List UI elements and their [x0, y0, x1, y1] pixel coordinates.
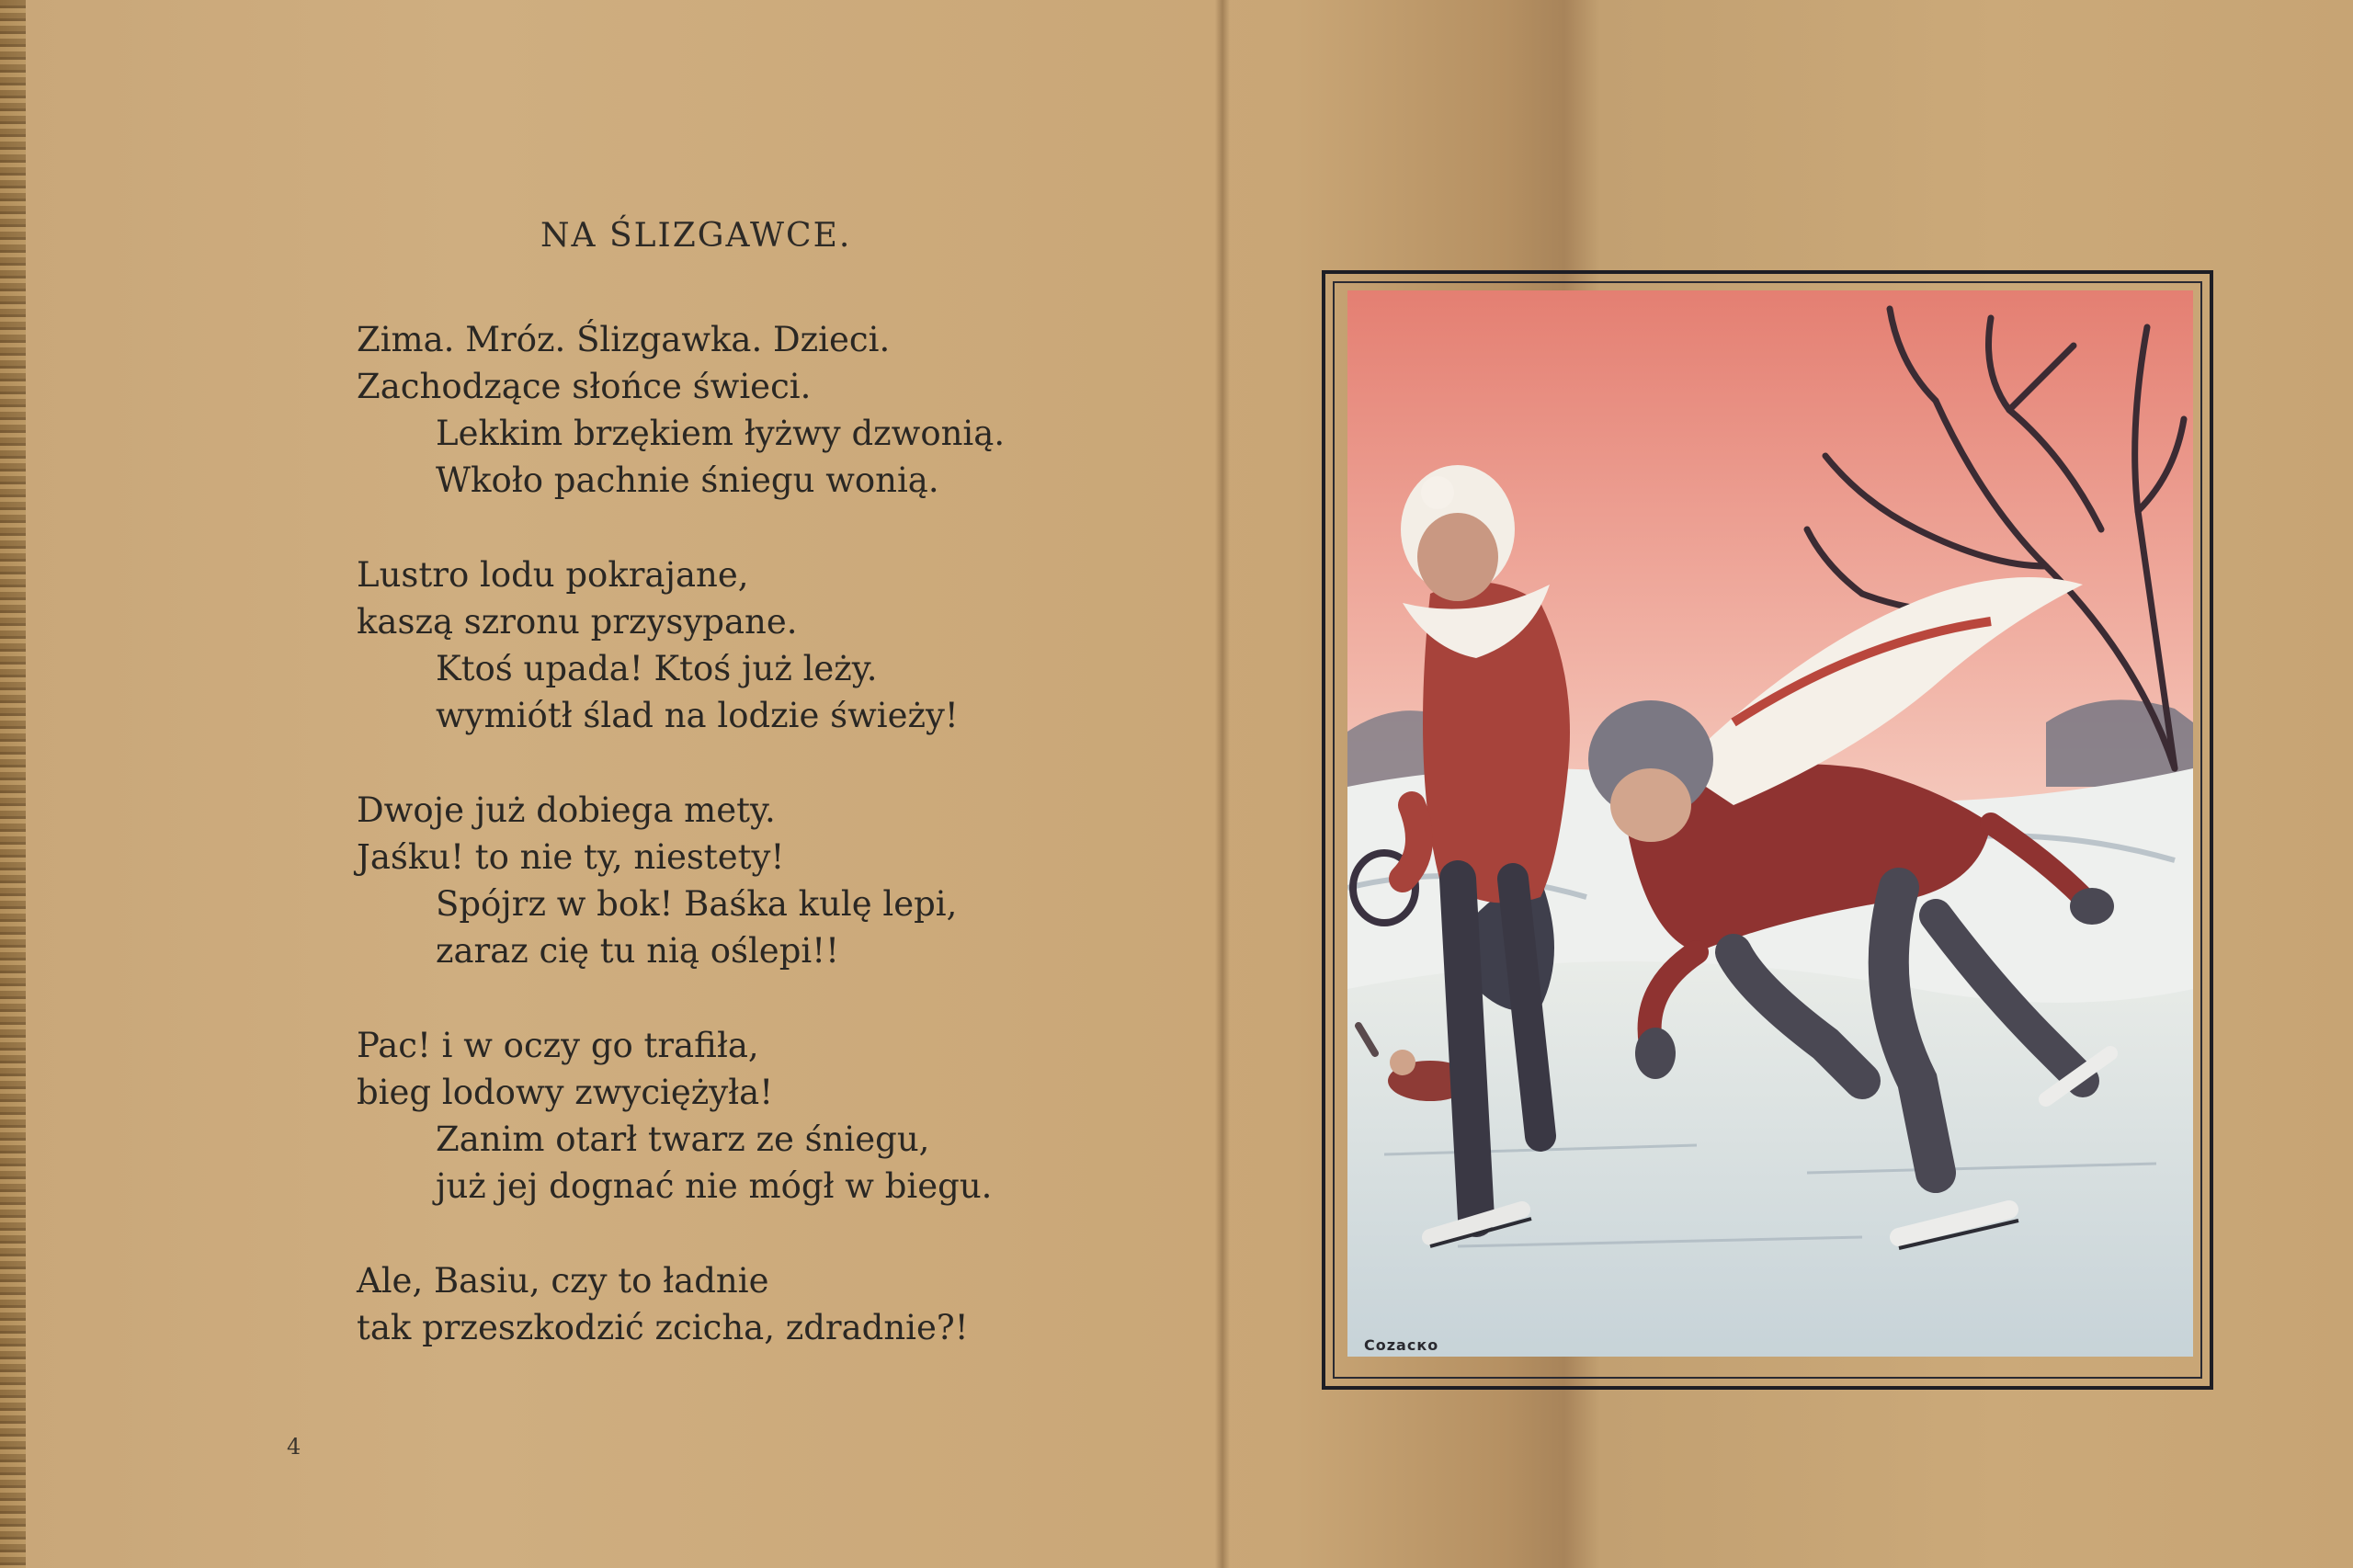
poem-title: NA ŚLIZGAWCE. [540, 217, 852, 255]
page-number: 4 [287, 1434, 301, 1460]
girl-face [1417, 513, 1498, 601]
poem-line: zaraz cię tu nią oślepi!! [436, 931, 839, 971]
poem-line: Jaśku! to nie ty, niestety! [357, 837, 785, 877]
poem-line: Zachodzące słońce świeci. [357, 367, 812, 406]
poem-line: Pac! i w oczy go trafiła, [357, 1026, 759, 1065]
stanza-1 [357, 316, 1005, 504]
poem-line: tak przeszkodzić zcicha, zdradnie?! [357, 1308, 969, 1347]
poem-line: Lekkim brzękiem łyżwy dzwonią. [436, 414, 1006, 453]
stanza-3 [357, 787, 1005, 974]
left-page [26, 0, 1221, 1568]
poem-body [357, 316, 1005, 1399]
poem-line: Zanim otarł twarz ze śniegu, [436, 1119, 930, 1159]
book-edge [0, 0, 26, 1568]
right-page [1230, 0, 2353, 1568]
poem-line: Wkoło pachnie śniegu wonią. [436, 460, 939, 500]
poem-line: Dwoje już dobiega mety. [357, 790, 776, 830]
girl-leg [1458, 879, 1476, 1219]
stanza-2 [357, 551, 1005, 739]
poem-line: Lustro lodu pokrajane, [357, 555, 749, 595]
stanza-4 [357, 1022, 1005, 1210]
poem-line: Zima. Mróz. Ślizgawka. Dzieci. [357, 320, 891, 359]
artist-signature: Соzаско [1364, 1336, 1439, 1354]
poem-line: wymiótł ślad na lodzie świeży! [436, 696, 959, 735]
boy-face [1610, 768, 1691, 842]
poem-line: Ale, Basiu, czy to ładnie [357, 1261, 769, 1301]
skating-illustration [1347, 290, 2193, 1357]
poem-line: bieg lodowy zwyciężyła! [357, 1073, 774, 1112]
poem-line: Ktoś upada! Ktoś już leży. [436, 649, 878, 688]
poem-line: już jej dognać nie mógł w biegu. [436, 1166, 993, 1206]
stanza-5 [357, 1257, 1005, 1351]
poem-line: kaszą szronu przysypane. [357, 602, 798, 642]
poem-line: Spójrz w bok! Baśka kulę lepi, [436, 884, 958, 924]
